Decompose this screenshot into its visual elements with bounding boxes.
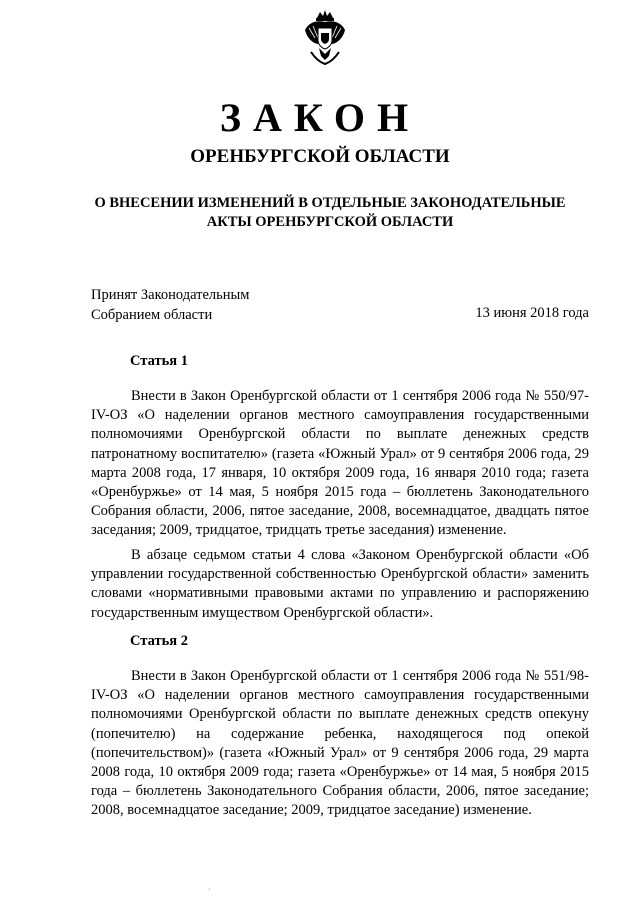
- law-heading-line-1: О ВНЕСЕНИИ ИЗМЕНЕНИЙ В ОТДЕЛЬНЫЕ ЗАКОНОДАТЕЛЬНЫЕ: [94, 195, 566, 211]
- law-title: ЗАКОН: [219, 95, 421, 140]
- article-2-paragraph-1: Внести в Закон Оренбургской области от 1 сентября 2006 года № 551/98-IV-ОЗ «О наделении органов местного самоуправления государственными полномочиями Оренбургской области по выплате денежных средств опекуну (попечителю) на содержание ребенка, находящегося под опекой (попечительством)» (газета «Южный Урал» от 9 сентября 2006 года, 29 марта 2008 года, 10 октября 2009 года; газета «Оренбуржье» от 14 мая, 5 ноября 2015 года – бюллетень Законодательного Собрания области, 2006, пятое заседание; 2008, восемнадцатое заседание; 2009, тридцатое заседание) изменение.: [91, 668, 589, 819]
- article-2-title: Статья 2: [130, 633, 188, 649]
- coat-of-arms-icon: [303, 8, 347, 66]
- article-1-paragraph-2: В абзаце седьмом статьи 4 слова «Законом Оренбургской области «Об управлении государственной собственностью Оренбургской области» заменить словами «нормативными правовыми актами по управлению и распоряжению государственным имуществом Оренбургской области».: [91, 547, 589, 621]
- article-1-paragraph-1: Внести в Закон Оренбургской области от 1 сентября 2006 года № 550/97-IV-ОЗ «О наделении органов местного самоуправления государственными полномочиями Оренбургской области по выплате денежных средств патронатному воспитателю» (газета «Южный Урал» от 9 сентября 2006 года, 29 марта 2008 года, 17 января, 10 октября 2009 года, 16 января 2010 года; газета «Оренбуржье» от 14 мая, 5 ноября 2015 года – бюллетень Законодательного Собрания области, 2006, пятое заседание, 2008, восемнадцатое, двадцать пятое заседания; 2009, тридцатое, тридцать третье заседания) изменение.: [91, 388, 589, 539]
- law-region: ОРЕНБУРГСКОЙ ОБЛАСТИ: [190, 146, 450, 167]
- scan-mark: ·: [208, 885, 211, 894]
- article-1-title: Статья 1: [130, 353, 188, 369]
- adopted-by-line-1: Принят Законодательным: [91, 287, 250, 303]
- law-heading: [60, 194, 600, 232]
- adopted-date: 13 июня 2018 года: [475, 305, 589, 321]
- adopted-by: [91, 285, 249, 325]
- adopted-by-line-2: Собранием области: [91, 307, 213, 323]
- law-heading-line-2: АКТЫ ОРЕНБУРГСКОЙ ОБЛАСТИ: [206, 214, 454, 230]
